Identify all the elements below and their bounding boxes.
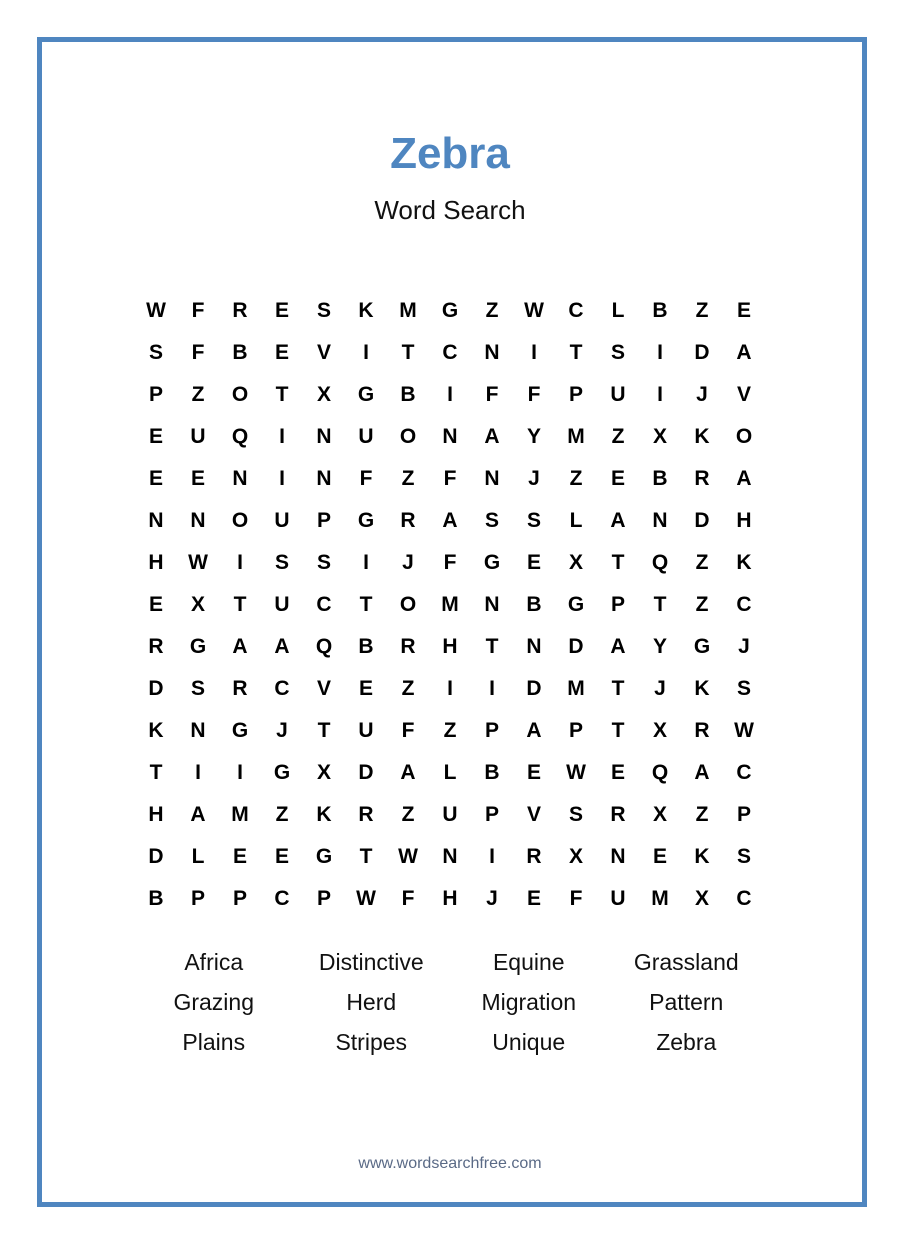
grid-cell: K <box>358 299 374 322</box>
grid-cell: B <box>400 383 416 406</box>
grid-cell: V <box>526 803 541 826</box>
grid-cell: Z <box>695 551 709 574</box>
grid-cell: G <box>693 635 711 658</box>
grid-cell: I <box>279 425 285 448</box>
grid-cell: C <box>442 341 458 364</box>
grid-cell: X <box>652 803 667 826</box>
grid-cell: D <box>526 677 542 700</box>
grid-cell: Z <box>611 425 625 448</box>
grid-cell: P <box>568 719 583 742</box>
grid-cell: A <box>400 761 416 784</box>
grid-cell: R <box>358 803 374 826</box>
grid-cell: W <box>398 845 418 868</box>
grid-cell: N <box>316 467 332 490</box>
grid-cell: X <box>568 845 583 868</box>
grid-cell: B <box>652 467 668 490</box>
grid-cell: U <box>358 719 374 742</box>
grid-cell: L <box>611 299 625 322</box>
grid-cell: R <box>694 467 710 490</box>
grid-cell: B <box>358 635 374 658</box>
grid-cell: P <box>232 887 247 910</box>
grid-cell: R <box>400 635 416 658</box>
grid-cell: E <box>526 761 541 784</box>
grid-cell: Z <box>485 299 499 322</box>
grid-cell: S <box>736 677 751 700</box>
grid-cell: K <box>736 551 752 574</box>
grid-cell: W <box>356 887 376 910</box>
grid-cell: X <box>316 761 331 784</box>
grid-cell: M <box>399 299 417 322</box>
grid-cell: F <box>191 299 205 322</box>
grid-cell: T <box>275 383 289 406</box>
grid-cell: A <box>232 635 248 658</box>
grid-cell: N <box>484 467 500 490</box>
grid-cell: S <box>568 803 583 826</box>
grid-cell: Q <box>315 635 333 658</box>
grid-cell: U <box>610 887 626 910</box>
puzzle-subtitle: Word Search <box>374 195 526 225</box>
grid-cell: E <box>610 467 625 490</box>
grid-cell: C <box>736 593 752 616</box>
grid-cell: N <box>610 845 626 868</box>
grid-cell: R <box>400 509 416 532</box>
grid-cell: A <box>442 509 458 532</box>
grid-cell: S <box>610 341 625 364</box>
word-list-item: Africa <box>184 949 244 975</box>
grid-cell: G <box>189 635 207 658</box>
letter-grid <box>135 290 765 920</box>
grid-cell: I <box>363 341 369 364</box>
word-list-item: Grazing <box>173 989 255 1015</box>
grid-cell: A <box>610 635 626 658</box>
grid-cell: J <box>528 467 540 490</box>
grid-cell: I <box>531 341 537 364</box>
grid-cell: G <box>441 299 459 322</box>
grid-cell: E <box>148 425 163 448</box>
grid-cell: W <box>734 719 754 742</box>
grid-cell: I <box>447 677 453 700</box>
grid-cell: P <box>736 803 751 826</box>
grid-cell: Q <box>231 425 249 448</box>
grid-cell: J <box>402 551 414 574</box>
grid-cell: C <box>316 593 332 616</box>
grid-cell: F <box>401 719 415 742</box>
grid-cell: T <box>611 551 625 574</box>
grid-cell: U <box>274 509 290 532</box>
grid-cell: J <box>738 635 750 658</box>
grid-cell: N <box>484 341 500 364</box>
grid-cell: X <box>190 593 205 616</box>
grid-cell: A <box>190 803 206 826</box>
grid-cell: Z <box>569 467 583 490</box>
word-list-item: Stripes <box>335 1029 408 1055</box>
grid-cell: N <box>316 425 332 448</box>
grid-cell: C <box>568 299 584 322</box>
grid-cell: R <box>148 635 164 658</box>
grid-cell: J <box>696 383 708 406</box>
grid-cell: N <box>148 509 164 532</box>
grid-cell: I <box>237 761 243 784</box>
grid-cell: J <box>486 887 498 910</box>
grid-cell: N <box>484 593 500 616</box>
grid-cell: U <box>190 425 206 448</box>
grid-cell: S <box>148 341 163 364</box>
grid-cell: H <box>148 803 164 826</box>
grid-cell: R <box>232 299 248 322</box>
grid-cell: Z <box>191 383 205 406</box>
grid-cell: J <box>276 719 288 742</box>
grid-cell: K <box>694 677 710 700</box>
grid-cell: O <box>231 383 249 406</box>
grid-cell: V <box>316 341 331 364</box>
grid-cell: C <box>274 677 290 700</box>
word-list-item: Unique <box>492 1029 566 1055</box>
word-list-item: Zebra <box>656 1029 717 1055</box>
grid-cell: E <box>274 341 289 364</box>
word-list-item: Distinctive <box>318 949 424 975</box>
grid-cell: I <box>489 677 495 700</box>
grid-cell: G <box>567 593 585 616</box>
grid-cell: G <box>231 719 249 742</box>
grid-cell: Z <box>443 719 457 742</box>
grid-cell: M <box>651 887 669 910</box>
grid-cell: P <box>148 383 163 406</box>
grid-cell: M <box>231 803 249 826</box>
grid-cell: M <box>567 677 585 700</box>
grid-cell: X <box>316 383 331 406</box>
grid-cell: Q <box>651 551 669 574</box>
grid-cell: P <box>484 719 499 742</box>
grid-cell: R <box>232 677 248 700</box>
grid-cell: F <box>401 887 415 910</box>
grid-cell: Z <box>401 677 415 700</box>
grid-cell: O <box>399 425 417 448</box>
grid-cell: X <box>694 887 709 910</box>
grid-cell: Z <box>275 803 289 826</box>
grid-cell: B <box>232 341 248 364</box>
grid-cell: X <box>652 719 667 742</box>
grid-cell: K <box>316 803 332 826</box>
grid-cell: Q <box>651 761 669 784</box>
grid-cell: I <box>195 761 201 784</box>
grid-cell: A <box>736 467 752 490</box>
grid-cell: S <box>526 509 541 532</box>
footer-url[interactable]: www.wordsearchfree.com <box>358 1155 542 1172</box>
grid-cell: N <box>442 425 458 448</box>
grid-cell: B <box>526 593 542 616</box>
grid-cell: T <box>611 719 625 742</box>
grid-cell: A <box>694 761 710 784</box>
grid-cell: M <box>567 425 585 448</box>
grid-cell: Z <box>401 467 415 490</box>
grid-cell: D <box>568 635 584 658</box>
grid-cell: C <box>736 887 752 910</box>
grid-cell: R <box>694 719 710 742</box>
grid-cell: H <box>736 509 752 532</box>
grid-cell: F <box>527 383 541 406</box>
grid-cell: N <box>190 509 206 532</box>
grid-cell: I <box>447 383 453 406</box>
grid-cell: C <box>736 761 752 784</box>
grid-cell: P <box>484 803 499 826</box>
word-list-item: Migration <box>481 989 577 1015</box>
grid-cell: O <box>231 509 249 532</box>
word-list <box>135 942 765 1062</box>
grid-cell: Z <box>695 803 709 826</box>
grid-cell: G <box>357 509 375 532</box>
grid-cell: I <box>279 467 285 490</box>
grid-cell: U <box>274 593 290 616</box>
grid-cell: E <box>652 845 667 868</box>
grid-cell: T <box>485 635 499 658</box>
grid-cell: U <box>358 425 374 448</box>
grid-cell: S <box>736 845 751 868</box>
grid-cell: F <box>359 467 373 490</box>
grid-cell: T <box>611 677 625 700</box>
grid-cell: F <box>485 383 499 406</box>
grid-cell: T <box>233 593 247 616</box>
grid-cell: W <box>524 299 544 322</box>
grid-cell: I <box>657 341 663 364</box>
grid-cell: T <box>317 719 331 742</box>
grid-cell: D <box>148 677 164 700</box>
word-list-item: Plains <box>182 1029 246 1055</box>
grid-cell: B <box>652 299 668 322</box>
grid-cell: N <box>442 845 458 868</box>
grid-cell: E <box>274 299 289 322</box>
grid-cell: N <box>526 635 542 658</box>
grid-cell: U <box>442 803 458 826</box>
grid-cell: S <box>484 509 499 532</box>
grid-cell: N <box>652 509 668 532</box>
grid-cell: T <box>359 593 373 616</box>
grid-cell: E <box>610 761 625 784</box>
grid-cell: P <box>568 383 583 406</box>
grid-cell: S <box>190 677 205 700</box>
grid-cell: D <box>694 341 710 364</box>
grid-cell: Z <box>695 593 709 616</box>
grid-cell: E <box>736 299 751 322</box>
grid-cell: I <box>237 551 243 574</box>
grid-cell: A <box>736 341 752 364</box>
grid-cell: R <box>610 803 626 826</box>
grid-cell: A <box>274 635 290 658</box>
grid-cell: T <box>359 845 373 868</box>
grid-cell: N <box>232 467 248 490</box>
grid-cell: P <box>610 593 625 616</box>
grid-cell: K <box>694 425 710 448</box>
grid-cell: I <box>657 383 663 406</box>
grid-cell: S <box>316 299 331 322</box>
grid-cell: N <box>190 719 206 742</box>
grid-cell: Z <box>401 803 415 826</box>
grid-cell: X <box>652 425 667 448</box>
grid-cell: H <box>148 551 164 574</box>
grid-cell: H <box>442 887 458 910</box>
grid-cell: G <box>483 551 501 574</box>
grid-cell: F <box>443 551 457 574</box>
grid-cell: P <box>316 509 331 532</box>
grid-cell: F <box>569 887 583 910</box>
grid-cell: T <box>569 341 583 364</box>
grid-cell: D <box>148 845 164 868</box>
grid-cell: Z <box>695 299 709 322</box>
grid-cell: V <box>316 677 331 700</box>
grid-cell: E <box>526 887 541 910</box>
grid-cell: W <box>188 551 208 574</box>
grid-cell: W <box>146 299 166 322</box>
word-list-item: Herd <box>346 989 397 1015</box>
grid-cell: B <box>484 761 500 784</box>
grid-cell: E <box>232 845 247 868</box>
grid-cell: C <box>274 887 290 910</box>
grid-cell: R <box>526 845 542 868</box>
grid-cell: S <box>274 551 289 574</box>
grid-cell: O <box>735 425 753 448</box>
grid-cell: X <box>568 551 583 574</box>
puzzle-title: Zebra <box>390 129 510 178</box>
grid-cell: A <box>610 509 626 532</box>
grid-cell: G <box>357 383 375 406</box>
grid-cell: E <box>358 677 373 700</box>
grid-cell: H <box>442 635 458 658</box>
grid-cell: P <box>316 887 331 910</box>
grid-cell: L <box>191 845 205 868</box>
grid-cell: Y <box>526 425 541 448</box>
grid-cell: Y <box>652 635 667 658</box>
grid-cell: P <box>190 887 205 910</box>
grid-cell: V <box>736 383 751 406</box>
grid-cell: T <box>653 593 667 616</box>
grid-cell: I <box>363 551 369 574</box>
grid-cell: K <box>148 719 164 742</box>
grid-cell: M <box>441 593 459 616</box>
grid-cell: E <box>526 551 541 574</box>
grid-cell: O <box>399 593 417 616</box>
grid-cell: E <box>190 467 205 490</box>
grid-cell: I <box>489 845 495 868</box>
grid-cell: S <box>316 551 331 574</box>
grid-cell: D <box>358 761 374 784</box>
grid-cell: K <box>694 845 710 868</box>
grid-cell: T <box>149 761 163 784</box>
word-list-item: Equine <box>492 949 565 975</box>
grid-cell: G <box>315 845 333 868</box>
grid-cell: W <box>566 761 586 784</box>
grid-cell: E <box>274 845 289 868</box>
grid-cell: F <box>443 467 457 490</box>
word-list-item: Pattern <box>649 989 724 1015</box>
grid-cell: E <box>148 593 163 616</box>
grid-cell: D <box>694 509 710 532</box>
grid-cell: G <box>273 761 291 784</box>
grid-cell: E <box>148 467 163 490</box>
grid-cell: T <box>401 341 415 364</box>
grid-cell: L <box>569 509 583 532</box>
word-list-item: Grassland <box>633 949 739 975</box>
grid-cell: B <box>148 887 164 910</box>
grid-cell: U <box>610 383 626 406</box>
grid-cell: F <box>191 341 205 364</box>
grid-cell: L <box>443 761 457 784</box>
grid-cell: J <box>654 677 666 700</box>
grid-cell: A <box>484 425 500 448</box>
grid-cell: A <box>526 719 542 742</box>
